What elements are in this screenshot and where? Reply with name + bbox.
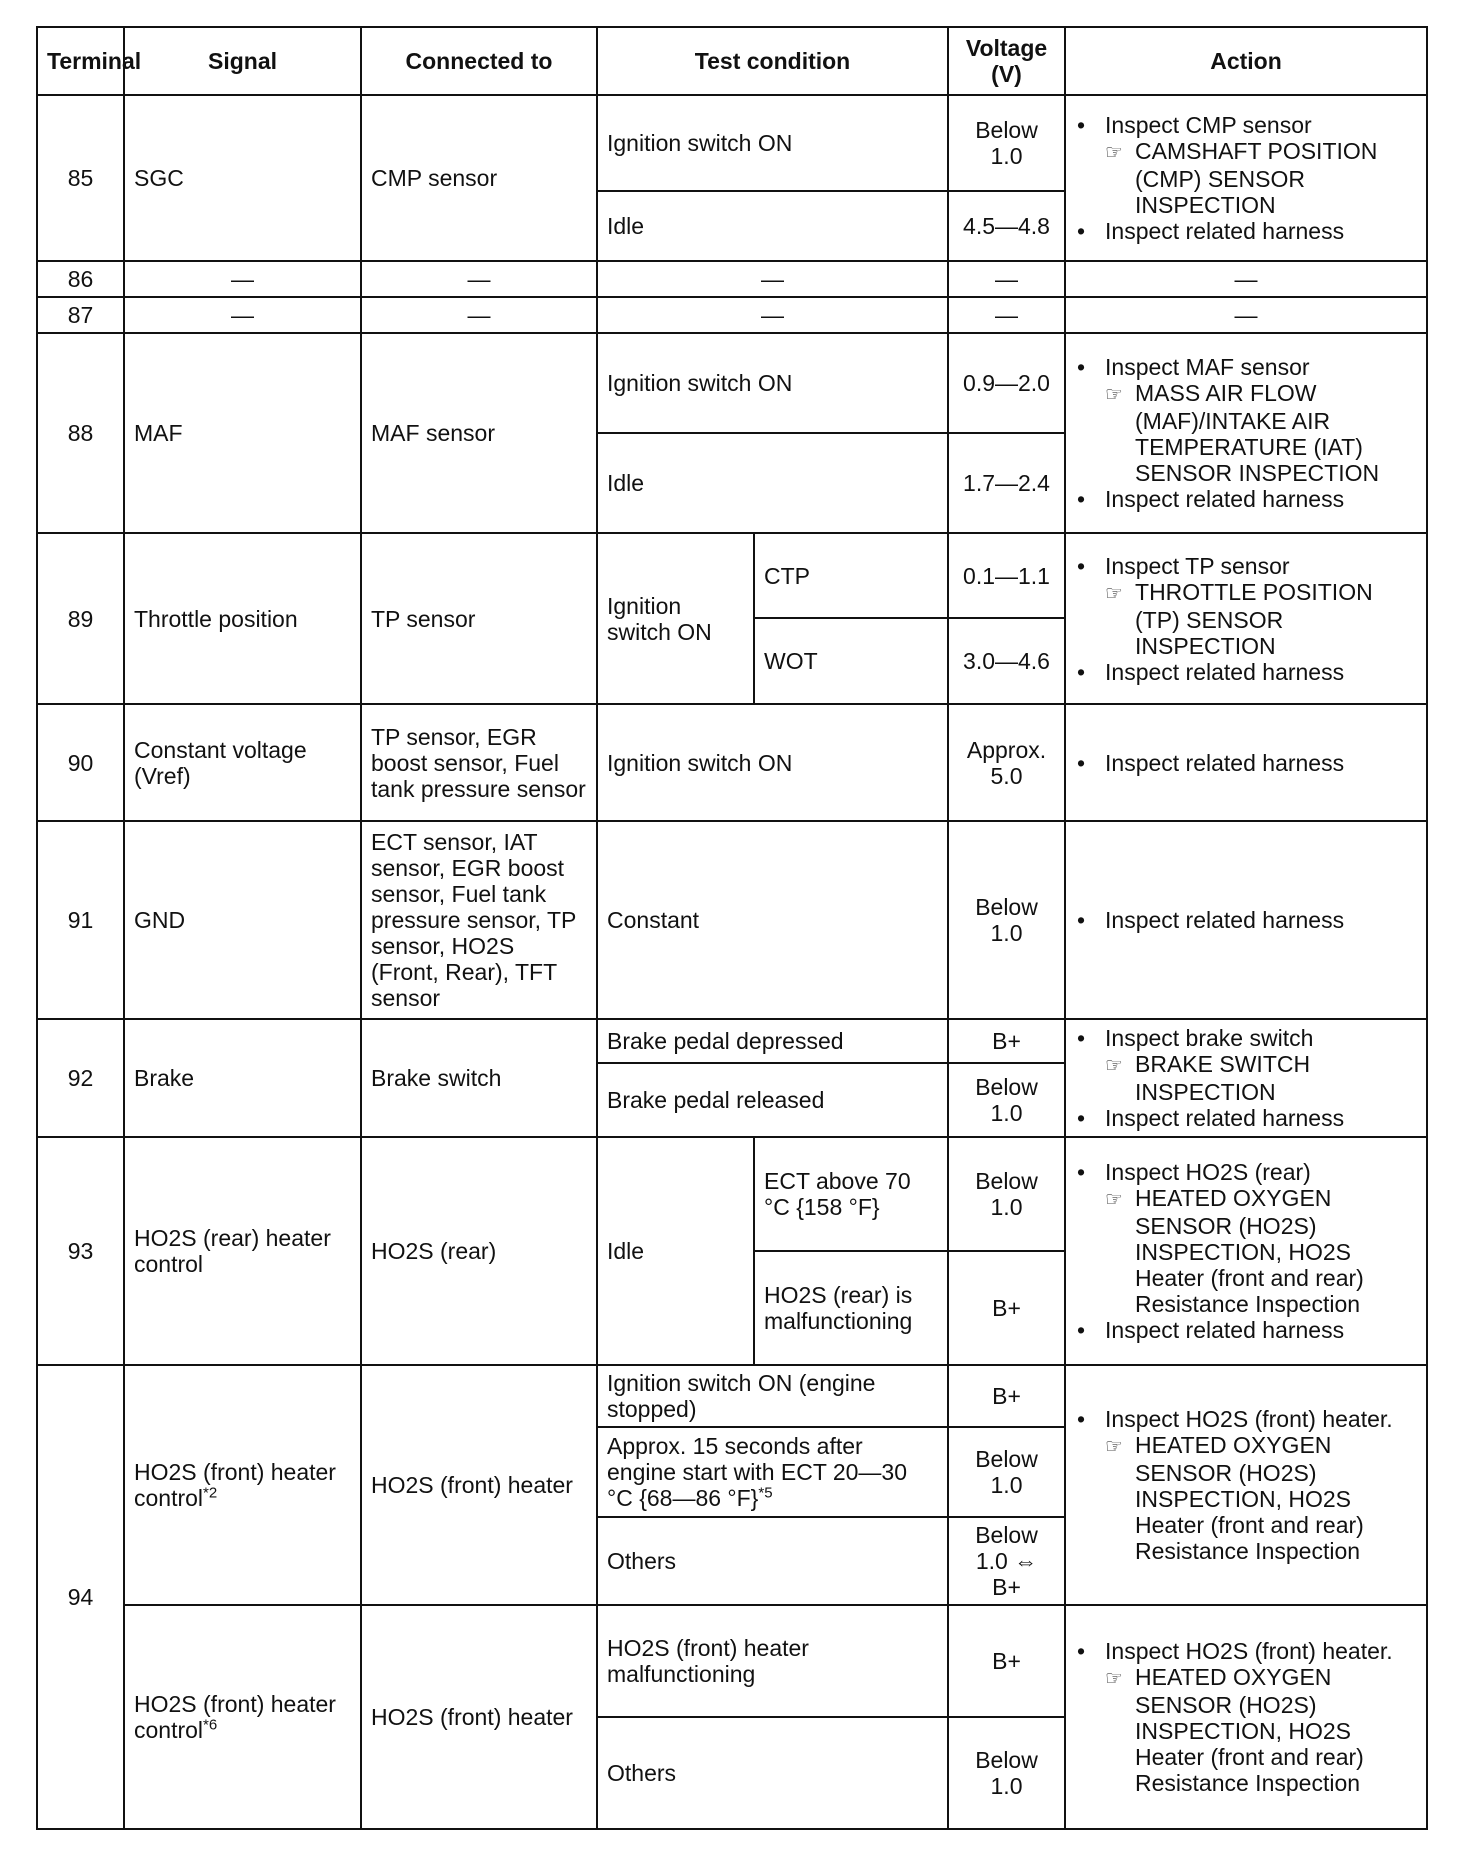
voltage-cell: 3.0—4.6 — [948, 618, 1065, 704]
action-item: • Inspect related harness — [1077, 749, 1345, 776]
reference-link: ☞ THROTTLE POSITION (TP) SENSOR INSPECTION — [1105, 578, 1373, 659]
voltage-cell: Below 1.0 — [948, 95, 1065, 191]
header-voltage: Voltage (V) — [948, 27, 1065, 95]
reference-icon: ☞ — [1105, 1055, 1123, 1077]
connected-cell: — — [361, 261, 597, 297]
action-cell: — — [1065, 261, 1427, 297]
action-cell — [1065, 1019, 1427, 1137]
connected-cell: — — [361, 297, 597, 333]
reference-link: ☞ HEATED OXYGEN SENSOR (HO2S) INSPECTION, HO2S Heater (front and rear) Resistance Inspection — [1105, 1432, 1364, 1564]
condition-cell: Ignition switch ON — [597, 95, 948, 191]
action-item: • Inspect related harness — [1077, 1317, 1345, 1343]
table-row — [37, 1019, 1427, 1063]
signal-cell: Brake — [124, 1019, 361, 1137]
reference-icon: ☞ — [1105, 1189, 1123, 1211]
voltage-cell: Below 1.0 — [948, 1063, 1065, 1137]
condition-cell: Brake pedal released — [597, 1063, 948, 1137]
connected-cell: TP sensor, EGR boost sensor, Fuel tank pressure sensor — [361, 704, 597, 821]
reference-link: ☞ HEATED OXYGEN SENSOR (HO2S) INSPECTION, HO2S Heater (front and rear) Resistance Inspection — [1105, 1664, 1364, 1796]
signal-cell: GND — [124, 821, 361, 1019]
condition-cell: Approx. 15 seconds after engine start with ECT 20—30 °C {68—86 °F}$^{*5}$ — [597, 1427, 948, 1517]
signal-cell: Throttle position — [124, 533, 361, 704]
terminal-cell: 91 — [37, 821, 124, 1019]
condition-cell: WOT — [754, 618, 948, 704]
action-item: • Inspect related harness — [1077, 218, 1345, 244]
voltage-cell: 4.5—4.8 — [948, 191, 1065, 261]
reference-icon: ☞ — [1105, 384, 1123, 406]
voltage-cell: B+ — [948, 1605, 1065, 1717]
voltage-cell: Below 1.0 — [948, 1717, 1065, 1829]
condition-cell: Others — [597, 1517, 948, 1605]
action-cell — [1065, 533, 1427, 704]
header-connected-to: Connected to — [361, 27, 597, 95]
action-cell — [1065, 1137, 1427, 1365]
connected-cell: TP sensor — [361, 533, 597, 704]
action-cell — [1065, 821, 1427, 1019]
terminal-cell: 86 — [37, 261, 124, 297]
condition-cell: Ignition switch ON — [597, 704, 948, 821]
voltage-cell: 1.7—2.4 — [948, 433, 1065, 533]
table-row — [37, 333, 1427, 433]
signal-cell: HO2S (rear) heater control — [124, 1137, 361, 1365]
signal-cell: — — [124, 261, 361, 297]
action-cell — [1065, 704, 1427, 821]
condition-cell: Idle — [597, 191, 948, 261]
action-item: • Inspect CMP sensor ☞ CAMSHAFT POSITION (CMP) SENSOR INSPECTION — [1075, 112, 1417, 218]
voltage-cell: 0.9—2.0 — [948, 333, 1065, 433]
connected-cell: HO2S (rear) — [361, 1137, 597, 1365]
action-cell — [1065, 333, 1427, 533]
table-row — [37, 1605, 1427, 1717]
reference-link: ☞ BRAKE SWITCH INSPECTION — [1105, 1051, 1311, 1105]
connected-cell: HO2S (front) heater — [361, 1365, 597, 1605]
reference-icon: ☞ — [1105, 1436, 1123, 1458]
signal-cell: Constant voltage (Vref) — [124, 704, 361, 821]
voltage-cell: B+ — [948, 1251, 1065, 1365]
signal-cell: — — [124, 297, 361, 333]
connected-cell: CMP sensor — [361, 95, 597, 261]
terminal-cell: 90 — [37, 704, 124, 821]
table-row — [37, 1137, 1427, 1251]
header-row — [37, 27, 1427, 95]
voltage-cell: Below 1.0 ⇔ B+ — [948, 1517, 1065, 1605]
condition-cell: HO2S (front) heater malfunctioning — [597, 1605, 948, 1717]
terminal-cell: 92 — [37, 1019, 124, 1137]
header-action: Action — [1065, 27, 1427, 95]
signal-cell: HO2S (front) heater control$^{*2}$ — [124, 1365, 361, 1605]
table-row — [37, 95, 1427, 191]
connected-cell: ECT sensor, IAT sensor, EGR boost sensor, Fuel tank pressure sensor, TP sensor, HO2S (Front, Rear), TFT sensor — [361, 821, 597, 1019]
condition-group-cell: Idle — [597, 1137, 754, 1365]
voltage-cell: B+ — [948, 1365, 1065, 1427]
reference-link: ☞ MASS AIR FLOW (MAF)/INTAKE AIR TEMPERATURE (IAT) SENSOR INSPECTION — [1105, 380, 1380, 486]
condition-cell: CTP — [754, 533, 948, 618]
action-item: • Inspect brake switch ☞ BRAKE SWITCH INSPECTION — [1075, 1025, 1417, 1105]
condition-cell: Idle — [597, 433, 948, 533]
terminal-cell: 93 — [37, 1137, 124, 1365]
action-cell — [1065, 95, 1427, 261]
terminal-cell: 88 — [37, 333, 124, 533]
condition-cell: — — [597, 297, 948, 333]
action-item: • Inspect HO2S (front) heater. ☞ HEATED OXYGEN SENSOR (HO2S) INSPECTION, HO2S Heater (front and rear) Resistance Inspection — [1075, 1406, 1417, 1564]
action-item: • Inspect HO2S (front) heater. ☞ HEATED OXYGEN SENSOR (HO2S) INSPECTION, HO2S Heater (front and rear) Resistance Inspection — [1075, 1638, 1417, 1796]
reference-icon: ☞ — [1105, 1668, 1123, 1690]
voltage-cell: Approx. 5.0 — [948, 704, 1065, 821]
voltage-cell: Below 1.0 — [948, 1137, 1065, 1251]
header-terminal: Terminal — [37, 27, 124, 95]
voltage-cell: — — [948, 297, 1065, 333]
voltage-cell: Below 1.0 — [948, 1427, 1065, 1517]
reference-link: ☞ HEATED OXYGEN SENSOR (HO2S) INSPECTION, HO2S Heater (front and rear) Resistance Inspection — [1105, 1185, 1364, 1317]
action-item: • Inspect HO2S (rear) ☞ HEATED OXYGEN SENSOR (HO2S) INSPECTION, HO2S Heater (front and rear) Resistance Inspection — [1075, 1159, 1417, 1317]
table-row — [37, 821, 1427, 1019]
condition-cell: Ignition switch ON — [597, 333, 948, 433]
voltage-cell: Below 1.0 — [948, 821, 1065, 1019]
table-row — [37, 1365, 1427, 1427]
terminal-cell: 87 — [37, 297, 124, 333]
voltage-cell: — — [948, 261, 1065, 297]
reference-icon: ☞ — [1105, 582, 1123, 605]
action-item: • Inspect related harness — [1077, 658, 1345, 685]
connected-cell: Brake switch — [361, 1019, 597, 1137]
condition-group-cell: Ignition switch ON — [597, 533, 754, 704]
header-signal: Signal — [124, 27, 361, 95]
terminal-cell: 94 — [37, 1365, 124, 1829]
signal-cell: HO2S (front) heater control$^{*6}$ — [124, 1605, 361, 1829]
terminal-cell: 85 — [37, 95, 124, 261]
header-test-condition: Test condition — [597, 27, 948, 95]
terminal-voltage-table — [36, 26, 1428, 1830]
table-row — [37, 261, 1427, 297]
action-cell — [1065, 1605, 1427, 1829]
voltage-cell: B+ — [948, 1019, 1065, 1063]
table-row — [37, 533, 1427, 618]
action-cell: — — [1065, 297, 1427, 333]
condition-cell: — — [597, 261, 948, 297]
voltage-cell: 0.1—1.1 — [948, 533, 1065, 618]
condition-cell: Others — [597, 1717, 948, 1829]
condition-cell: Brake pedal depressed — [597, 1019, 948, 1063]
action-item: • Inspect related harness — [1077, 486, 1345, 512]
action-item: • Inspect related harness — [1077, 907, 1345, 933]
connected-cell: HO2S (front) heater — [361, 1605, 597, 1829]
table-row — [37, 704, 1427, 821]
connected-cell: MAF sensor — [361, 333, 597, 533]
reference-icon: ☞ — [1105, 142, 1123, 164]
condition-cell: Constant — [597, 821, 948, 1019]
condition-cell: HO2S (rear) is malfunctioning — [754, 1251, 948, 1365]
condition-cell: Ignition switch ON (engine stopped) — [597, 1365, 948, 1427]
terminal-cell: 89 — [37, 533, 124, 704]
reference-link: ☞ CAMSHAFT POSITION (CMP) SENSOR INSPECTION — [1105, 138, 1378, 218]
signal-cell: MAF — [124, 333, 361, 533]
condition-cell: ECT above 70 °C {158 °F} — [754, 1137, 948, 1251]
table-row — [37, 297, 1427, 333]
action-item: • Inspect related harness — [1077, 1105, 1345, 1131]
action-item: • Inspect MAF sensor ☞ MASS AIR FLOW (MAF)/INTAKE AIR TEMPERATURE (IAT) SENSOR INSPECTION — [1075, 354, 1417, 486]
action-cell — [1065, 1365, 1427, 1605]
action-item: • Inspect TP sensor ☞ THROTTLE POSITION (TP) SENSOR INSPECTION — [1075, 553, 1417, 659]
signal-cell: SGC — [124, 95, 361, 261]
